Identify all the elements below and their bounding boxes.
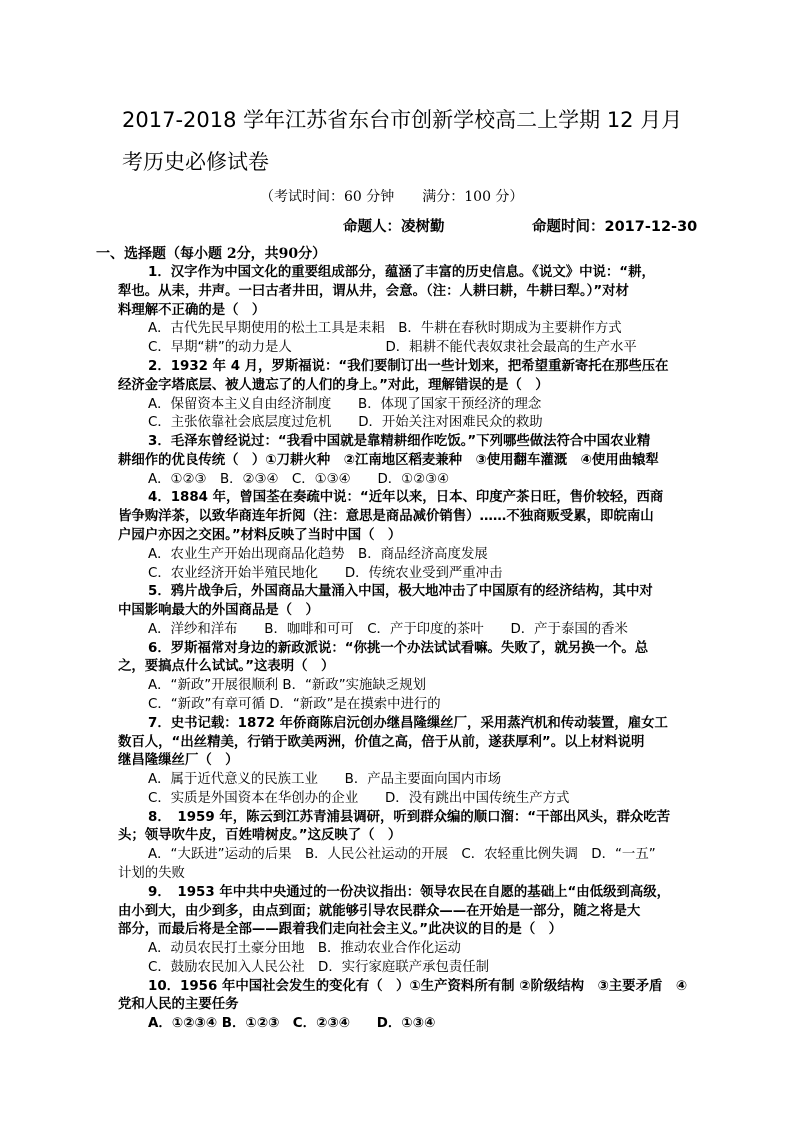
section-heading: 一、选择题（每小题 2分，共90分） bbox=[96, 246, 327, 262]
question-text-line: 犁也。从耒，井声。一曰古者井田，谓从井，会意。（注：人耕曰耕，牛耕曰犁。）”对材 bbox=[118, 283, 629, 299]
answer-option-line: A．“新政”开展很顺利 B．“新政”实施缺乏规划 bbox=[148, 678, 426, 694]
answer-option-line: C．鼓励农民加入人民公社 D．实行家庭联产承包责任制 bbox=[148, 959, 490, 975]
question-text-line: 头；领导吹牛皮，百姓啃树皮。”这反映了（ ） bbox=[118, 828, 402, 844]
answer-option-line: C．“新政”有章可循 D．“新政”是在摸索中进行的 bbox=[148, 696, 441, 712]
question-text-line: 党和人民的主要任务 bbox=[118, 997, 239, 1013]
question-text-line: 中国影响最大的外国商品是（ ） bbox=[118, 603, 319, 618]
question-text-line: 继昌隆缫丝厂（ ） bbox=[118, 753, 239, 769]
answer-option-line: A．属于近代意义的民族工业 B．产品主要面向国内市场 bbox=[148, 772, 502, 788]
answer-option-line: A．“大跃进”运动的后果 B．人民公社运动的开展 C．农轻重比例失调 D．“一五” bbox=[148, 847, 656, 863]
question-text-line: 9． 1953 年中共中央通过的一份决议指出：领导农民在自愿的基础上“由低级到高级， bbox=[148, 884, 671, 900]
exam-info: （考试时间：60 分钟 满分：100 分） bbox=[260, 189, 524, 205]
question-text-line: 5．鸦片战争后，外国商品大量涌入中国，极大地冲击了中国原有的经济结构，其中对 bbox=[148, 584, 653, 600]
question-text-line: 8． 1959 年，陈云到江苏青浦县调研，听到群众编的顺口溜：“干部出风头，群众吃苦 bbox=[148, 809, 671, 825]
answer-option-line: C．早期“耕”的动力是人 D．耜耕不能代表奴隶社会最高的生产水平 bbox=[148, 340, 637, 356]
question-text-line: 户园户亦因之交困。”材料反映了当时中国（ ） bbox=[118, 527, 402, 543]
question-text-line: 由小到大，由少到多，由点到面；就能够引导农民群众——在开始是一部分，随之将是大 bbox=[118, 903, 641, 919]
document-title-line-1: 2017-2018 学年江苏省东台市创新学校高二上学期 12 月月 bbox=[122, 108, 683, 132]
date-label: 命题时间：2017-12-30 bbox=[532, 219, 698, 235]
question-text-line: 3．毛泽东曾经说过：“我看中国就是靠精耕细作吃饭。”下列哪些做法符合中国农业精 bbox=[148, 434, 651, 449]
author-label: 命题人：凌树勤 bbox=[343, 219, 445, 235]
question-text-line: 之，要搞点什么试试。”这表明（ ） bbox=[118, 659, 335, 675]
answer-option-line: A．洋纱和洋布 B．咖啡和可可 C．产于印度的茶叶 D．产于泰国的香米 bbox=[148, 621, 628, 637]
answer-option-line: C．实质是外国资本在华创办的企业 D．没有跳出中国传统生产方式 bbox=[148, 790, 570, 806]
question-text-line: 10．1956 年中国社会发生的变化有（ ）①生产资料所有制 ②阶级结构 ③主要矛盾 ④ bbox=[148, 978, 688, 994]
answer-option-line: C．主张依靠社会底层度过危机 D．开始关注对困难民众的救助 bbox=[148, 415, 543, 431]
question-text-line: 7．史书记载：1872 年侨商陈启沅创办继昌隆缫丝厂，采用蒸汽机和传动装置，雇女工 bbox=[148, 715, 668, 731]
document-title-line-2: 考历史必修试卷 bbox=[122, 150, 269, 174]
answer-option-line: A．古代先民早期使用的松土工具是耒耜 B．牛耕在春秋时期成为主要耕作方式 bbox=[148, 321, 622, 337]
answer-option-line: A．动员农民打土豪分田地 B．推动农业合作化运动 bbox=[148, 941, 461, 957]
question-text-line: 数百人，“出丝精美，行销于欧美两洲，价值之高，倍于从前，遂获厚利”。以上材料说明 bbox=[118, 734, 645, 750]
answer-option-line: A．①②③ B．②③④ C．①③④ D．①②③④ bbox=[148, 471, 450, 487]
question-text-line: A．①②③④ B．①②③ C．②③④ D．①③④ bbox=[148, 1016, 436, 1032]
question-text-line: 经济金字塔底层、被人遗忘了的人们的身上。”对此，理解错误的是（ ） bbox=[118, 377, 549, 393]
question-text-line: 部分，而最后将是全部——跟着我们走向社会主义。”此决议的目的是（ ） bbox=[118, 922, 562, 938]
question-text-line: 6．罗斯福常对身边的新政派说：“你挑一个办法试试看嘛。失败了，就另换一个。总 bbox=[148, 640, 649, 656]
question-text-line: 耕细作的优良传统（ ）①刀耕火种 ②江南地区稻麦兼种 ③使用翻车灌溉 ④使用曲辕犁 bbox=[118, 452, 659, 468]
answer-option-line: 计划的失败 bbox=[118, 866, 185, 881]
answer-option-line: C．农业经济开始半殖民地化 D．传统农业受到严重冲击 bbox=[148, 565, 503, 581]
question-text-line: 4．1884 年，曾国荃在奏疏中说：“近年以来，日本、印度产茶日旺，售价较轻，西商 bbox=[148, 490, 664, 506]
answer-option-line: A．农业生产开始出现商品化趋势 B．商品经济高度发展 bbox=[148, 546, 488, 562]
question-text-line: 1．汉字作为中国文化的重要组成部分，蕴涵了丰富的历史信息。《说文》中说：“耕， bbox=[148, 265, 655, 280]
answer-option-line: A．保留资本主义自由经济制度 B．体现了国家干预经济的理念 bbox=[148, 396, 542, 412]
question-text-line: 皆争购洋茶，以致华商连年折阅（注：意思是商品减价销售）……不独商贩受累，即皖南山 bbox=[118, 509, 654, 525]
question-text-line: 2．1932 年 4 月，罗斯福说：“我们要制订出一些计划来，把希望重新寄托在那些压在 bbox=[148, 358, 669, 374]
question-text-line: 料理解不正确的是（ ） bbox=[118, 302, 266, 318]
